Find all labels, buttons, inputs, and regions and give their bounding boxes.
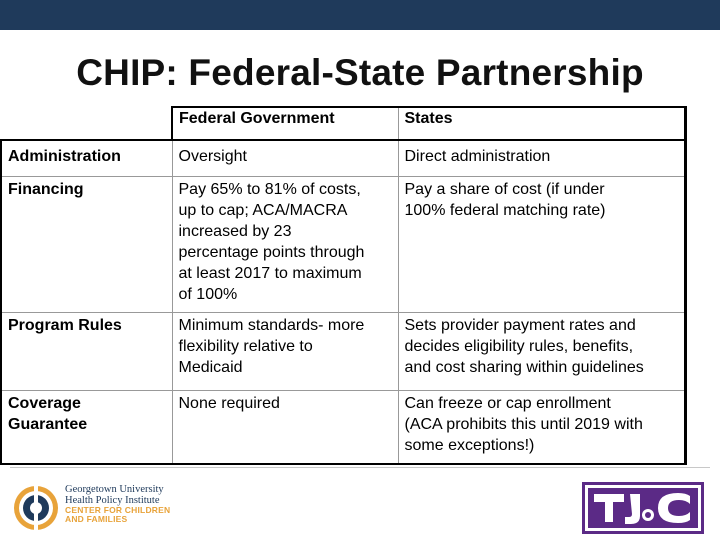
row-label: Coverage Guarantee (1, 390, 172, 464)
table-row-program-rules (1, 312, 685, 390)
logo-line-2: Health Policy Institute (65, 495, 160, 506)
slide-title: CHIP: Federal-State Partnership (76, 52, 644, 93)
table-row-financing (1, 176, 685, 312)
federal-cell: None required (172, 390, 398, 464)
states-cell: Pay a share of cost (if under 100% federal matching rate) (398, 176, 685, 312)
logo-line-1: Georgetown University (65, 484, 164, 495)
federal-cell: Pay 65% to 81% of costs, up to cap; ACA/MACRA increased by 23 percentage points through at least 2017 to maximum of 100% (172, 176, 398, 312)
table-row-coverage-guarantee (1, 390, 685, 464)
header-states: States (398, 107, 685, 140)
table-row-administration (1, 140, 685, 176)
logo-line-3: CENTER FOR CHILDREN (65, 505, 171, 515)
georgetown-logo (12, 484, 182, 534)
federal-cell: Oversight (172, 140, 398, 176)
row-label: Financing (1, 176, 172, 312)
georgetown-logo-text (65, 484, 185, 524)
tjc-logo-icon (582, 482, 704, 534)
header-federal-government: Federal Government (172, 107, 398, 140)
comparison-table-wrap (0, 106, 686, 464)
table-header-row (1, 107, 685, 140)
states-cell: Direct administration (398, 140, 685, 176)
states-cell: Sets provider payment rates and decides eligibility rules, benefits, and cost sharing within guidelines (398, 312, 685, 390)
header-empty-cell (1, 107, 172, 140)
comparison-table (0, 106, 687, 465)
states-cell: Can freeze or cap enrollment (ACA prohibits this until 2019 with some exceptions!) (398, 390, 685, 464)
federal-cell: Minimum standards- more flexibility relative to Medicaid (172, 312, 398, 390)
row-label: Program Rules (1, 312, 172, 390)
top-banner (0, 0, 720, 30)
tjc-logo (582, 482, 704, 534)
row-label: Administration (1, 140, 172, 176)
footer-divider (10, 467, 710, 468)
logo-line-4: AND FAMILIES (65, 514, 128, 524)
georgetown-seal-icon (12, 484, 60, 532)
